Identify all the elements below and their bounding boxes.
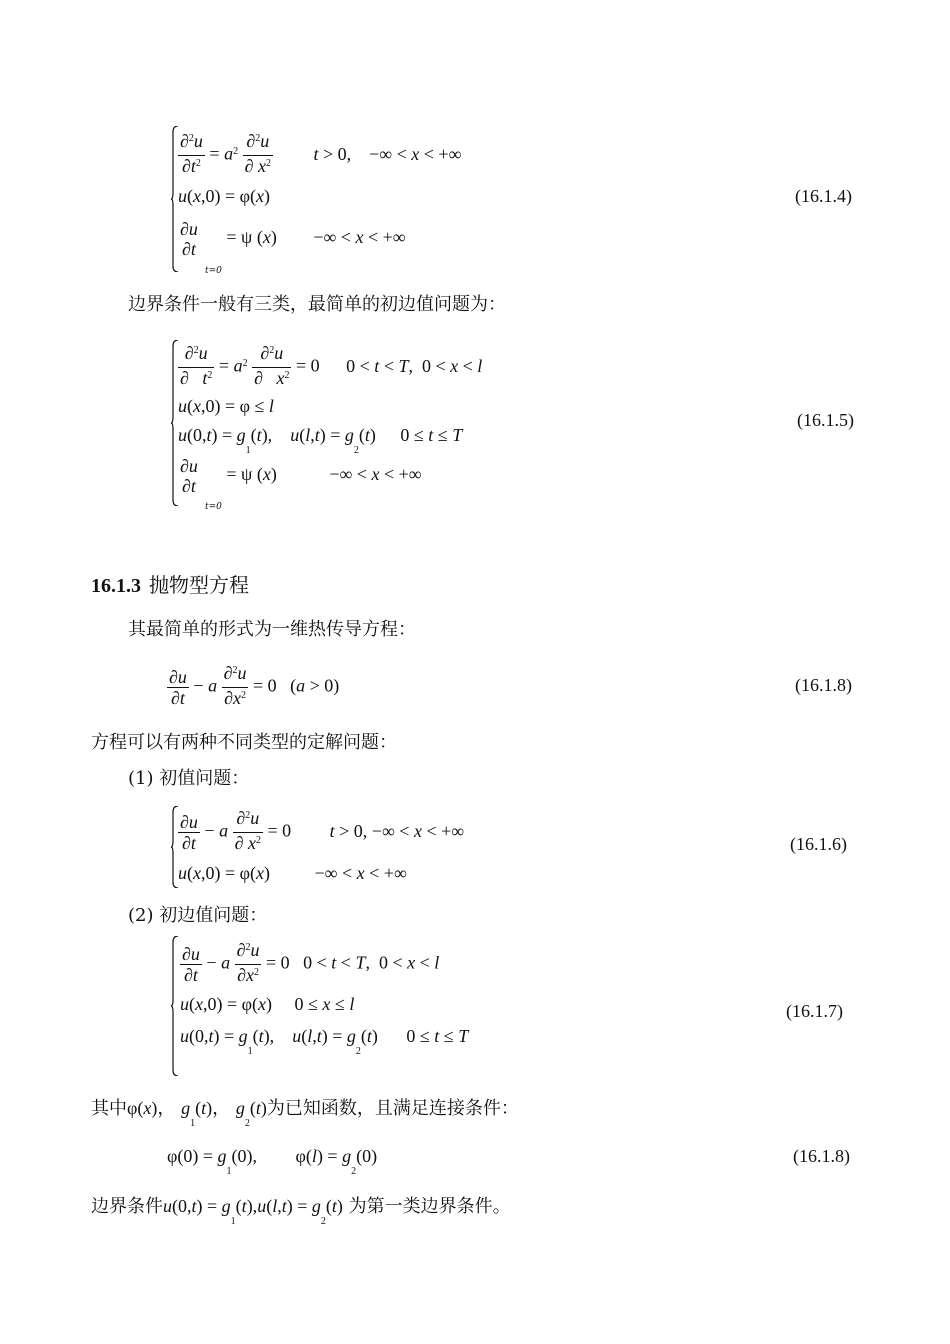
equation-16-1-5-line4: ∂u ∂t = ψ (x) −∞ < x < +∞ <box>180 456 422 496</box>
section-number: 16.1.3 <box>91 575 141 597</box>
paragraph-known-functions-c: ， <box>212 1098 231 1119</box>
equation-heat: $\frac{\partial u}{\partial t}$ − a $\frac{\partial^2u}{\partial x^2}$ = 0 (a > 0) <box>169 663 340 708</box>
equation-number-16-1-6: (16.1.6) <box>790 834 847 854</box>
equation-16-1-4-line3: ∂u ∂t = ψ (x) −∞ < x < +∞ <box>180 219 406 259</box>
equation-number-16-1-8-a: (16.1.8) <box>795 675 852 695</box>
brace-16-1-7 <box>171 936 179 1076</box>
equation-number-16-1-4: (16.1.4) <box>795 186 852 206</box>
equation-16-1-6-line1: $\frac{\partial u}{\partial t}$ − a $\frac{\partial^2u}{\partial x^2}$ = 0 t > 0, −∞ < x < +∞ <box>180 808 465 853</box>
equation-16-1-7-line1: $\frac{\partial u}{\partial t}$ − a $\frac{\partial^2u}{\partial x^2}$ = 0 0 < t < T, 0 < x < l <box>182 940 440 985</box>
section-title: 抛物型方程 <box>149 573 249 597</box>
equation-16-1-4-line2: u(x,0) = φ(x) <box>178 186 271 206</box>
equation-16-1-4-line1: $\frac{\partial^2u}{\partial t^2}$ = $a^2$ $\frac{\partial^2u}{\partial x^2}$ t > 0, −∞ < x < +∞ <box>180 131 462 176</box>
equation-16-1-5-line3: $u(0,t) = g_1(t)$, $u(l,t) = g_2(t) 0 \le t \le T$ <box>178 425 463 456</box>
t-zero-subscript-2: t=0 <box>205 502 222 512</box>
equation-compatibility: $\varphi(0) = g_1(0)$, $\varphi(l) = g_2(0)$ <box>167 1146 378 1177</box>
paragraph-two-types: 方程可以有两种不同类型的定解问题： <box>91 732 397 753</box>
section-heading <box>91 569 249 598</box>
equation-number-16-1-8-b: (16.1.8) <box>793 1146 850 1166</box>
equation-16-1-5-line1: $\frac{\partial^2u}{\partial t^2}$ = $a^2$ $\frac{\partial^2u}{\partial x^2}$ = 0 0 < t < T, 0 < x < l <box>180 343 483 388</box>
equation-number-16-1-5: (16.1.5) <box>797 410 854 430</box>
paragraph-boundary-conditions: 边界条件一般有三类，最简单的初边值问题为： <box>128 294 506 315</box>
paragraph-simplest-form: 其最简单的形式为一维热传导方程： <box>128 619 416 640</box>
equation-16-1-7-line3: $u(0,t) = g_1(t)$, $u(l,t) = g_2(t) 0 \le t \le T$ <box>180 1026 469 1057</box>
paragraph-first-kind-a: 边界条件 <box>91 1196 163 1217</box>
paragraph-initial-boundary-problem: (2) 初边值问题： <box>128 905 268 926</box>
paragraph-known-functions-b: ， <box>157 1098 176 1119</box>
paragraph-first-kind-boundary: 边界条件$u(0,t) = g_1(t),u(l,t) = g_2(t)$ 为第一类边界条件。 <box>91 1196 511 1227</box>
t-zero-subscript-1: t=0 <box>205 266 222 276</box>
equation-16-1-6-line2: u(x,0) = φ(x) −∞ < x < +∞ <box>178 863 407 883</box>
paragraph-initial-value-problem: (1) 初值问题： <box>128 768 250 789</box>
equation-16-1-7-line2: u(x,0) = φ(x) 0 ≤ x ≤ l <box>180 994 355 1014</box>
paragraph-known-functions-d: 为已知函数，且满足连接条件： <box>266 1098 519 1119</box>
equation-16-1-5-line2: u(x,0) = φ ≤ l <box>178 396 274 416</box>
paragraph-known-functions: 其中φ(x)， $g_1(t)$， $g_2(t)$为已知函数，且满足连接条件： <box>91 1098 519 1129</box>
paragraph-first-kind-b: 为第一类边界条件。 <box>348 1196 511 1217</box>
paragraph-known-functions-a: 其中 <box>91 1098 127 1119</box>
equation-number-16-1-7: (16.1.7) <box>786 1001 843 1021</box>
